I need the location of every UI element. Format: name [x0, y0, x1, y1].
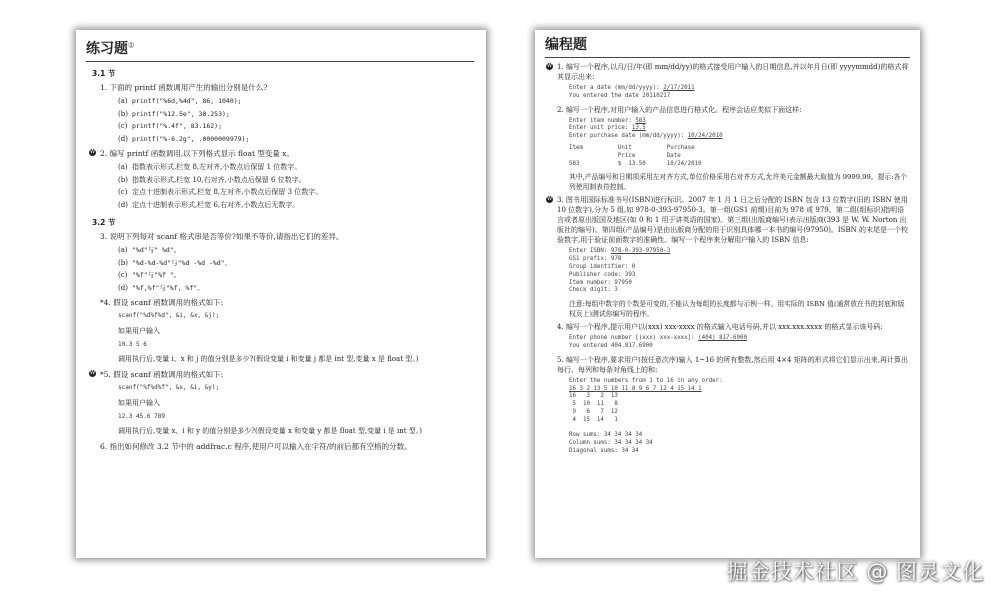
- answer-marker-icon: W: [547, 196, 552, 203]
- exercise-2-option: (c) 定点十进制表示形式,栏宽 8,左对齐,小数点后保留 3 位数字。: [118, 188, 323, 196]
- exercise-3-option: (a) "%d"与" %d"。: [118, 246, 181, 254]
- exercise-4-input: 10.3 5 6: [118, 340, 147, 348]
- project-3-session: Enter ISBN: 978-0-393-97950-3 GS1 prefix: 978 Group identifier: 0 Publisher code: 393 Item number: 97950 Check digit: 3: [569, 248, 671, 294]
- project-1: W 1. 编写一个程序,以月/日/年(即 mm/dd/yy)的格式接受用户输入的日期信息,并以年月日(即 yyyymmdd)的格式将其显示出来:: [547, 63, 909, 81]
- exercise-2-option: (b) 指数表示形式,栏宽 10,右对齐,小数点后保留 6 位数字。: [118, 175, 306, 184]
- exercise-1-option: (c) printf("%.4f", 83.162);: [118, 122, 223, 130]
- exercise-4-question: 调用执行后,变量 i、x 和 j 的值分别是多少?(假设变量 i 和变量 j 都是 int 型,变量 x 是 float 型。): [118, 355, 419, 363]
- exercise-4: *4. 假设 scanf 函数调用的格式如下:: [100, 298, 224, 307]
- exercise-5: W *5. 假设 scanf 函数调用的格式如下:: [90, 370, 224, 379]
- exercise-6: 6. 指出如何修改 3.2 节中的 addfrac.c 程序,使用户可以输入在字符/的前后都有空格的分数。: [100, 442, 412, 451]
- exercise-3: 3. 说明下列每对 scanf 格式串是否等价?如果不等价,请指出它们的差异。: [100, 232, 344, 241]
- answer-marker-icon: W: [547, 63, 552, 69]
- section-3-2: 3.2 节: [92, 218, 116, 227]
- exercise-1-option: (d) printf("%-6.2g", .0000009979);: [118, 134, 250, 143]
- project-5-session: Enter the numbers from 1 to 16 in any order: 16 3 2 13 5 10 11 8 9 6 7 12 4 15 14 1 16 3 2 13 5 10 11 8 9 6 7 12 4 15 14 1 Row sums: 34 34 34 34 Column sums: 34 34 34 34 Diagonal sums: 34 34: [569, 377, 723, 454]
- exercise-2-option: (d) 定点十进制表示形式,栏宽 6,右对齐,小数点后无数字。: [118, 200, 300, 209]
- exercise-1-option: (b) printf("%12.5e", 30.253);: [118, 109, 230, 118]
- project-2-table: Item Unit Purchase Price Date 583 $ 13.50 10/24/2010: [569, 144, 702, 167]
- project-5: 5. 编写一个程序,要求用户(按任意次序)输入 1~16 的所有整数,然后用 4×4 矩阵的形式将它们显示出来,再计算出每行、每列和每条对角线上的和:: [557, 355, 908, 374]
- left-page: [76, 30, 486, 558]
- exercise-2-option: (a) 指数表示形式,栏宽 8,左对齐,小数点后保留 1 位数字。: [118, 163, 302, 171]
- exercise-3-option: (d) "%f,%f"与"%f, %f"。: [118, 283, 204, 292]
- project-3-note: 注意:每组中数字的个数是可变的,不能认为每组的长度都与示例一样。用实际的 ISBN 值(通常放在书的封底和版权页上)测试你编写的程序。: [569, 300, 905, 319]
- answer-marker-icon: W: [90, 149, 95, 155]
- project-2-session: Enter item number: 583 Enter unit price: 13.5 Enter purchase date (mm/dd/yyyy): 10/24/2010: [569, 117, 723, 140]
- exercise-4-input-label: 如果用户输入: [118, 326, 160, 335]
- exercises-title: 练习题①: [86, 38, 474, 62]
- exercise-2: W 2. 编写 printf 函数调用,以下列格式显示 float 型变量 x。: [90, 149, 294, 158]
- right-page: [535, 30, 920, 558]
- project-2-note: 其中,产品编号和日期项采用左对齐方式,单位价格采用右对齐方式,允许美元金额最大取值为 9999.99。提示:各个列使用制表符控制。: [569, 173, 908, 192]
- exercise-4-code: scanf("%d%f%d", &i, &x, &j);: [118, 312, 220, 319]
- exercise-5-input: 12.3 45.6 789: [118, 412, 165, 420]
- project-4-session: Enter phone number [(xxx) xxx-xxxx]: (404) 817-6900 You entered 404.817.6900: [569, 335, 748, 349]
- exercise-1: 1. 下面的 printf 函数调用产生的输出分别是什么?: [100, 83, 268, 92]
- project-1-session: Enter a date (mm/dd/yyyy): 2/17/2011 You entered the date 20110217: [569, 85, 695, 99]
- title-footnote: ①: [128, 41, 135, 50]
- project-3: W 3. 图书用国际标准书号(ISBN)进行标识。2007 年 1 月 1 日之后分配的 ISBN 包含 13 位数字(旧的 ISBN 使用 10 位数字),分为 5 组,如 978-0-393-97950-3。第一组(GS1 前缀)目前为 978 或 979。第二组(组标识)指明语言或者原出版国及地区(如 0 和 1 用于讲英语的国家)。第三组(出版商编号)表示出版商(393 是 W. W. Norton 出版社的编号)。第四组(产品编号)是由出版商分配的用于识别具体哪一本书的编号(97950)。ISBN 的末尾是一个校验数字,用于验证前面数字的准确性。编写一个程序来分解用户输入的 ISBN 信息:: [547, 196, 908, 245]
- answer-marker-icon: W: [90, 370, 95, 376]
- watermark: 掘金技术社区 @ 图灵文化: [726, 560, 984, 584]
- exercise-5-input-label: 如果用户输入: [118, 398, 160, 407]
- section-3-1: 3.1 节: [92, 69, 116, 78]
- exercise-3-option: (b) "%d-%d-%d"与"%d -%d -%d"。: [118, 258, 232, 267]
- exercise-5-question: 调用执行后,变量 x、i 和 y 的值分别是多少?(假设变量 x 和变量 y 都是 float 型,变量 i 是 int 型。): [118, 427, 423, 435]
- project-4: 4. 编写一个程序,提示用户以(xxx) xxx-xxxx 的格式输入电话号码,并以 xxx.xxx.xxxx 的格式显示该号码:: [557, 323, 883, 332]
- exercise-5-code: scanf("%f%d%f", &x, &i, &y);: [118, 384, 220, 391]
- project-2: 2. 编写一个程序,对用户输入的产品信息进行格式化。程序会话应类似下面这样:: [557, 105, 802, 114]
- exercise-3-option: (c) "%f"与"%f "。: [118, 271, 181, 279]
- projects-title: 编程题: [545, 34, 910, 58]
- exercise-1-option: (a) printf("%6d,%4d", 86, 1040);: [118, 97, 242, 105]
